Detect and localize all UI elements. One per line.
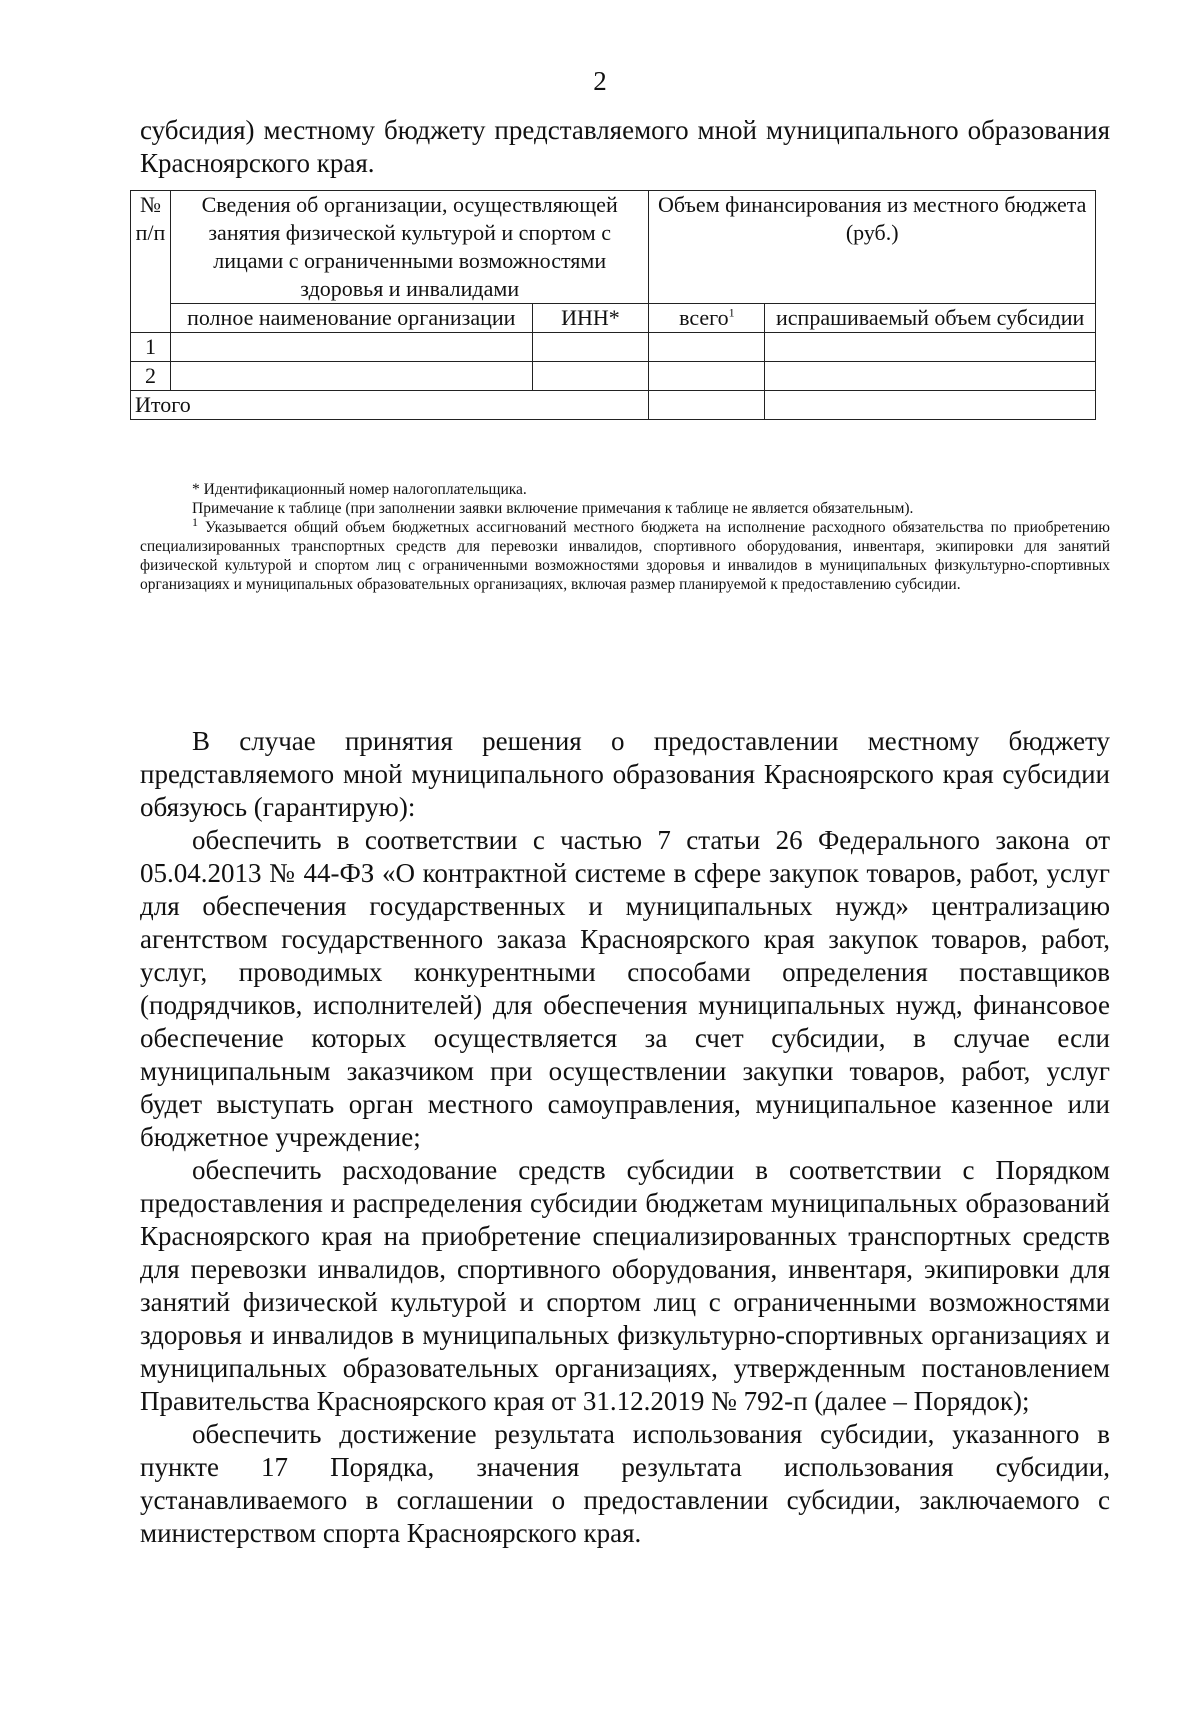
row-number: 2 bbox=[131, 362, 171, 391]
cell-inn bbox=[532, 362, 649, 391]
col-total-footnote-mark: 1 bbox=[728, 305, 735, 320]
cell-requested-sum bbox=[765, 391, 1096, 420]
header-no: № п/п bbox=[131, 191, 171, 333]
cell-requested bbox=[765, 362, 1096, 391]
table-header-row bbox=[131, 191, 1096, 304]
table-total-row bbox=[131, 391, 1096, 420]
cell-total bbox=[649, 333, 765, 362]
row-number: 1 bbox=[131, 333, 171, 362]
total-label: Итого bbox=[131, 391, 649, 420]
table-row bbox=[131, 333, 1096, 362]
table-row bbox=[131, 362, 1096, 391]
intro-text: субсидия) местному бюджету представляемого мной муниципального образования Красноярского края. bbox=[140, 115, 1110, 178]
header-funding: Объем финансирования из местного бюджета (руб.) bbox=[649, 191, 1096, 304]
cell-requested bbox=[765, 333, 1096, 362]
col-requested: испрашиваемый объем субсидии bbox=[765, 304, 1096, 333]
table-remark: Примечание к таблице (при заполнении заявки включение примечания к таблице не является обязательным). bbox=[192, 500, 914, 517]
cell-org-name bbox=[170, 362, 532, 391]
header-org-info: Сведения об организации, осуществляющей занятия физической культурой и спортом с лицами с ограниченными возможностями здоровья и инвалидами bbox=[170, 191, 648, 304]
cell-inn bbox=[532, 333, 649, 362]
body-paragraph: обеспечить расходование средств субсидии в соответствии с Порядком предоставления и распределения субсидии бюджетам муниципальных образований Красноярского края на приобретение специализированных транспортных средств для перевозки инвалидов, спортивного оборудования, инвентаря, экипировки для занятий физической культурой и спортом лиц с ограниченными возможностями здоровья и инвалидов в муниципальных физкультурно-спортивных организациях и муниципальных образовательных организациях, утвержденным постановлением Правительства Красноярского края от 31.12.2019 № 792-п (далее – Порядок); bbox=[140, 1155, 1110, 1416]
cell-total-sum bbox=[649, 391, 765, 420]
page-number: 2 bbox=[593, 66, 607, 96]
body-paragraph: В случае принятия решения о предоставлении местному бюджету представляемого мной муниципального образования Красноярского края субсидии обязуюсь (гарантирую): bbox=[140, 726, 1110, 822]
cell-total bbox=[649, 362, 765, 391]
table-subheader-row bbox=[131, 304, 1096, 333]
table-notes bbox=[140, 480, 1110, 594]
body-paragraph: обеспечить в соответствии с частью 7 статьи 26 Федерального закона от 05.04.2013 № 44-ФЗ «О контрактной системе в сфере закупок товаров, работ, услуг для обеспечения государственных и муниципальных нужд» централизацию агентством государственного заказа Красноярского края закупок товаров, работ, услуг, проводимых конкурентными способами определения поставщиков (подрядчиков, исполнителей) для обеспечения муниципальных нужд, финансовое обеспечение которых осуществляется за счет субсидии, в случае если муниципальным заказчиком при осуществлении закупки товаров, работ, услуг будет выступать орган местного самоуправления, муниципальное казенное или бюджетное учреждение; bbox=[140, 825, 1110, 1152]
body-text bbox=[140, 725, 1110, 1550]
footnote-text: Указывается общий объем бюджетных ассигнований местного бюджета на исполнение расходного обязательства по приобретению специализированных транспортных средств для перевозки инвалидов, спортивного оборудования, инвентаря, экипировки для занятий физической культурой и спортом лиц с ограниченными возможностями здоровья и инвалидов в муниципальных физкультурно-спортивных организациях и муниципальных образовательных организациях, включая размер планируемой к предоставлению субсидии. bbox=[140, 519, 1111, 593]
inn-note: * Идентификационный номер налогоплательщика. bbox=[192, 481, 527, 498]
footnote-mark: 1 bbox=[192, 514, 198, 529]
footnote-1 bbox=[140, 514, 1111, 594]
col-full-name: полное наименование организации bbox=[170, 304, 532, 333]
col-total-label: всего bbox=[679, 305, 729, 330]
col-inn: ИНН* bbox=[532, 304, 649, 333]
cell-org-name bbox=[170, 333, 532, 362]
col-total bbox=[649, 304, 765, 333]
body-paragraph: обеспечить достижение результата использования субсидии, указанного в пункте 17 Порядка, значения результата использования субсидии, устанавливаемого в соглашении о предоставлении субсидии, заключаемого с министерством спорта Красноярского края. bbox=[140, 1419, 1110, 1548]
funding-table bbox=[130, 190, 1096, 420]
